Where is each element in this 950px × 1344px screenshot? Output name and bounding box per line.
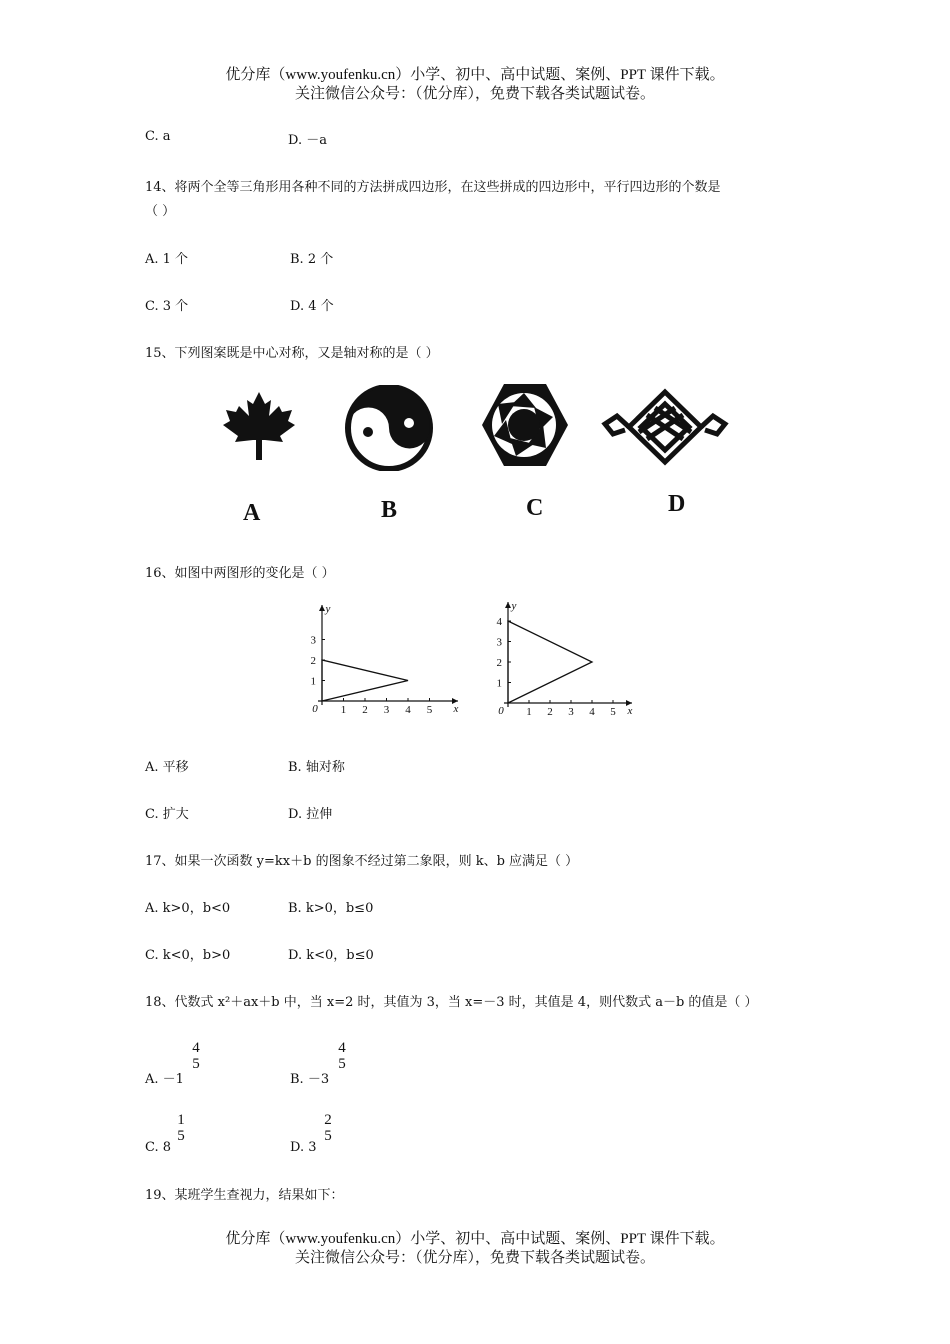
q16-chart-left [300,600,465,720]
q18-option-d-fraction [321,1112,335,1144]
x-tick-label: 4 [589,706,595,718]
q16-option-b: B. 轴对称 [288,760,345,775]
y-axis-label: y [511,600,517,612]
q18-option-a-fraction [189,1040,203,1072]
q15-stem: 15、下列图案既是中心对称，又是轴对称的是（ ） [145,346,439,361]
q14-stem: 14、将两个全等三角形用各种不同的方法拼成四边形，在这些拼成的四边形中，平行四边形的个数是 [145,180,721,195]
q18-stem: 18、代数式 x²＋ax＋b 中，当 x=2 时，其值为 3，当 x=－3 时，其值是 4，则代数式 a－b 的值是（ ） [145,995,758,1010]
q15-label-b: B [381,497,398,523]
q17-option-b: B. k>0，b≤0 [288,901,374,916]
y-tick-label: 4 [496,616,502,628]
q18-option-c: C. 8 [145,1140,172,1155]
x-axis-label: x [627,705,633,717]
y-axis-arrow [505,602,511,608]
origin-label: 0 [312,703,318,715]
y-tick-label: 3 [496,636,502,649]
origin-label: 0 [498,705,504,717]
y-axis-arrow [319,605,325,611]
fraction-denominator: 5 [338,1056,346,1072]
q18-option-a: A. －1 [145,1072,184,1087]
fraction-denominator: 5 [177,1128,185,1144]
q16-option-d: D. 拉伸 [288,807,333,822]
x-tick-label: 4 [405,704,411,716]
fraction-numerator: 1 [177,1112,185,1128]
q17-option-a: A. k>0，b<0 [145,901,231,916]
q17-option-c: C. k<0，b>0 [145,948,231,963]
x-tick-label: 3 [383,704,390,716]
q16-stem: 16、如图中两图形的变化是（ ） [145,566,335,581]
x-tick-label: 1 [526,706,532,718]
q13-option-d: D. －a [288,133,327,148]
x-tick-label: 2 [362,704,368,716]
footer-line-2: 关注微信公众号：（优分库），免费下载各类试题试卷。 [294,1250,655,1266]
page-footer [0,1230,950,1268]
yin-yang-figure [343,385,435,471]
fraction-denominator: 5 [324,1128,332,1144]
page-header [0,66,950,104]
fraction-numerator: 4 [192,1040,200,1056]
fraction-numerator: 2 [324,1112,332,1128]
q18-option-c-fraction [174,1112,188,1144]
footer-line-1: 优分库（www.youfenku.cn）小学、初中、高中试题、案例、PPT 课件下载。 [225,1231,725,1247]
x-tick-label: 5 [610,706,616,718]
y-tick-label: 2 [310,655,316,667]
x-tick-label: 3 [568,706,574,718]
q17-option-d: D. k<0，b≤0 [288,948,374,963]
q15-label-a: A [243,500,261,526]
q18-option-d: D. 3 [290,1140,317,1155]
q16-option-a: A. 平移 [145,760,189,775]
y-tick-label: 1 [310,675,316,688]
q14-option-d: D. 4 个 [290,299,334,314]
x-tick-label: 5 [426,704,433,716]
fraction-denominator: 5 [192,1056,200,1072]
endless-knot-figure [599,388,731,466]
q16-chart-right [482,598,637,722]
q14-option-c: C. 3 个 [145,299,189,314]
header-line-1: 优分库（www.youfenku.cn）小学、初中、高中试题、案例、PPT 课件下载。 [225,67,725,83]
y-tick-label: 1 [496,677,502,690]
hexagon-aperture-figure [476,380,572,470]
q18-option-b: B. －3 [290,1072,330,1087]
q13-option-c: C. a [145,129,171,144]
triangle-shape [322,660,408,701]
y-tick-label: 2 [496,657,502,669]
triangle-shape [508,621,592,703]
q16-option-c: C. 扩大 [145,807,189,822]
x-tick-label: 1 [340,704,347,716]
q15-label-c: C [526,495,544,521]
y-axis-label: y [325,603,331,615]
header-line-2: 关注微信公众号：（优分库），免费下载各类试题试卷。 [294,86,655,102]
q17-stem: 17、如果一次函数 y=kx＋b 的图象不经过第二象限，则 k、b 应满足（ ） [145,854,579,869]
x-axis-label: x [453,703,459,715]
q14-paren: （ ） [145,204,176,219]
fraction-numerator: 4 [338,1040,346,1056]
maple-leaf-figure [218,388,300,472]
q18-option-b-fraction [335,1040,349,1072]
x-tick-label: 2 [547,706,553,718]
y-tick-label: 3 [310,634,316,647]
q19-stem: 19、某班学生查视力，结果如下： [145,1188,344,1203]
q15-label-d: D [668,491,686,517]
q14-option-a: A. 1 个 [145,252,189,267]
q14-option-b: B. 2 个 [290,252,334,267]
